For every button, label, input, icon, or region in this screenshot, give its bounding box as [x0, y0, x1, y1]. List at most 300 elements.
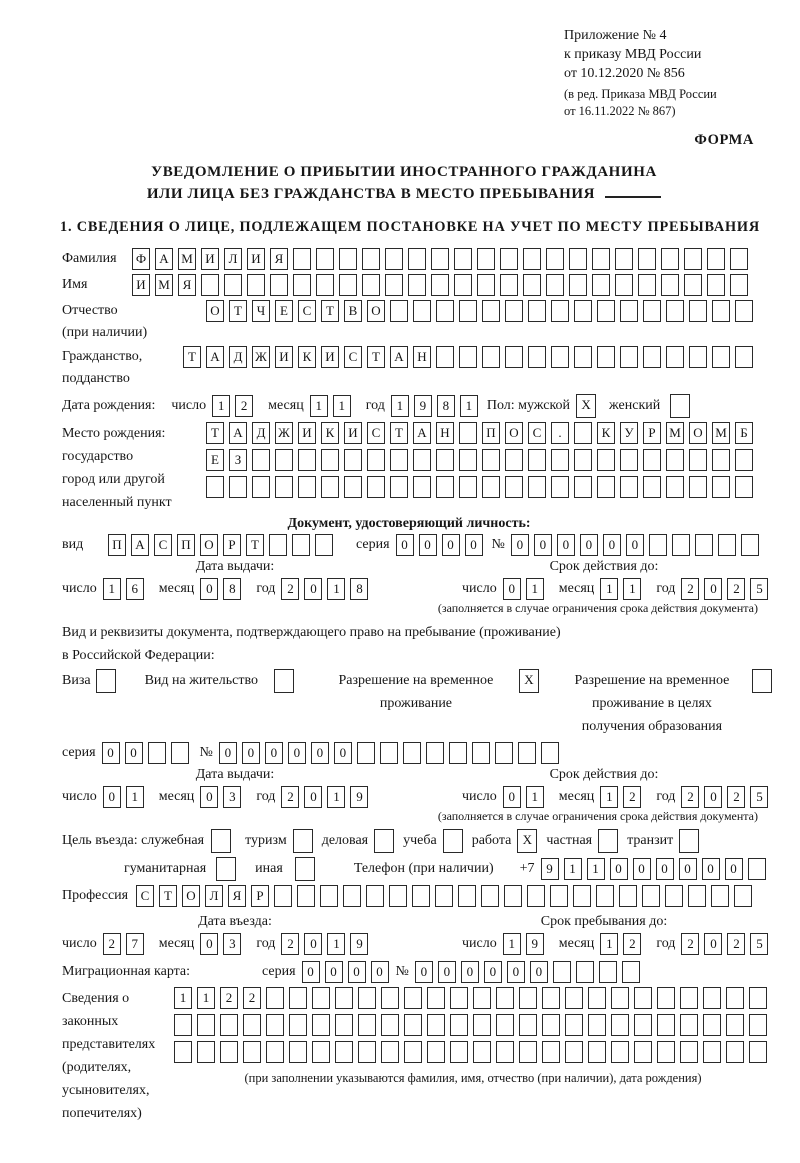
- char-cell: [574, 300, 592, 322]
- temporary-residence-line1: Разрешение на временное: [338, 673, 494, 688]
- char-cell: [666, 476, 684, 498]
- year-label: год: [256, 936, 276, 951]
- char-cell: [643, 346, 661, 368]
- char-cell: [496, 1014, 514, 1036]
- checkbox-cell: [274, 669, 294, 693]
- char-cell: [404, 987, 422, 1009]
- char-cell: [523, 274, 541, 296]
- char-cell: 3: [223, 786, 241, 808]
- char-cell: 1: [310, 395, 328, 417]
- residence-doc-heading-line1: Вид и реквизиты документа, подтверждающего право на пребывание (проживание): [62, 625, 561, 640]
- representatives-row2-cells: [174, 1014, 772, 1036]
- char-cell: О: [505, 422, 523, 444]
- char-cell: [436, 346, 454, 368]
- char-cell: [449, 742, 467, 764]
- identity-issue-row: [62, 578, 408, 600]
- char-cell: [266, 987, 284, 1009]
- char-cell: [289, 987, 307, 1009]
- identity-valid-year-cells: [681, 578, 773, 600]
- migration-card-row: [62, 961, 786, 983]
- char-cell: [680, 1014, 698, 1036]
- char-cell: [638, 248, 656, 270]
- title-blank-underline: [605, 196, 661, 198]
- char-cell: [427, 987, 445, 1009]
- char-cell: Т: [321, 300, 339, 322]
- char-cell: [358, 987, 376, 1009]
- char-cell: [339, 274, 357, 296]
- char-cell: [477, 248, 495, 270]
- char-cell: 2: [681, 933, 699, 955]
- char-cell: [684, 274, 702, 296]
- char-cell: [749, 987, 767, 1009]
- amendment-line-2: от 16.11.2022 № 867): [564, 104, 676, 118]
- year-label: год: [256, 789, 276, 804]
- char-cell: [473, 987, 491, 1009]
- char-cell: У: [620, 422, 638, 444]
- char-cell: С: [367, 422, 385, 444]
- char-cell: [362, 248, 380, 270]
- char-cell: [657, 987, 675, 1009]
- char-cell: 1: [327, 933, 345, 955]
- option-temporary-residence-label: [325, 669, 507, 715]
- char-cell: 1: [600, 933, 618, 955]
- char-cell: [496, 1041, 514, 1063]
- char-cell: [357, 742, 375, 764]
- char-cell: [642, 885, 660, 907]
- char-cell: 0: [503, 786, 521, 808]
- char-cell: [270, 274, 288, 296]
- day-label: число: [171, 398, 207, 413]
- citizenship-cells: [183, 346, 758, 368]
- char-cell: К: [298, 346, 316, 368]
- char-cell: О: [182, 885, 200, 907]
- option-education-residence: [564, 669, 777, 738]
- residence-doc-dates: [62, 766, 786, 808]
- char-cell: [643, 476, 661, 498]
- char-cell: [707, 274, 725, 296]
- char-cell: [726, 987, 744, 1009]
- education-residence-checkbox: [752, 669, 777, 693]
- char-cell: 2: [103, 933, 121, 955]
- char-cell: [339, 248, 357, 270]
- char-cell: 0: [304, 786, 322, 808]
- char-cell: 8: [223, 578, 241, 600]
- char-cell: [459, 346, 477, 368]
- char-cell: [749, 1041, 767, 1063]
- residence-issue-heading: Дата выдачи:: [195, 767, 275, 782]
- char-cell: 1: [327, 786, 345, 808]
- char-cell: [615, 274, 633, 296]
- residence-valid-col: [424, 766, 784, 808]
- birthplace-row2-cells: [206, 449, 758, 471]
- char-cell: С: [298, 300, 316, 322]
- option-visa: [62, 669, 121, 693]
- char-cell: 0: [288, 742, 306, 764]
- surname-label: Фамилия: [62, 251, 117, 266]
- stay-until-col: [424, 913, 784, 955]
- appendix-header: [564, 26, 786, 120]
- char-cell: [574, 449, 592, 471]
- series-label: серия: [262, 964, 296, 979]
- char-cell: [735, 300, 753, 322]
- char-cell: 0: [302, 961, 320, 983]
- char-cell: [335, 987, 353, 1009]
- char-cell: [597, 449, 615, 471]
- char-cell: [620, 300, 638, 322]
- char-cell: [320, 885, 338, 907]
- char-cell: [519, 987, 537, 1009]
- char-cell: 0: [219, 742, 237, 764]
- purpose-business: [322, 829, 394, 853]
- series-label: серия: [356, 537, 390, 552]
- char-cell: [454, 274, 472, 296]
- char-cell: 0: [419, 534, 437, 556]
- char-cell: 0: [200, 578, 218, 600]
- char-cell: Ж: [252, 346, 270, 368]
- char-cell: [615, 248, 633, 270]
- char-cell: [450, 1014, 468, 1036]
- char-cell: [620, 476, 638, 498]
- char-cell: [292, 534, 310, 556]
- char-cell: 1: [460, 395, 478, 417]
- char-cell: [735, 476, 753, 498]
- char-cell: Ж: [275, 422, 293, 444]
- char-cell: [201, 274, 219, 296]
- form-title-line1: УВЕДОМЛЕНИЕ О ПРИБЫТИИ ИНОСТРАННОГО ГРАЖДАНИНА: [151, 164, 657, 180]
- char-cell: [666, 346, 684, 368]
- firstname-label: Имя: [62, 277, 88, 292]
- char-cell: [588, 987, 606, 1009]
- char-cell: [528, 476, 546, 498]
- form-title-line2-wrap: [22, 183, 786, 205]
- char-cell: [551, 346, 569, 368]
- citizenship-label-line1: Гражданство,: [62, 349, 143, 364]
- char-cell: 2: [235, 395, 253, 417]
- char-cell: Т: [390, 422, 408, 444]
- entry-day-cells: [103, 933, 149, 955]
- char-cell: [243, 1014, 261, 1036]
- char-cell: З: [229, 449, 247, 471]
- profession-cells: [136, 885, 757, 907]
- char-cell: К: [597, 422, 615, 444]
- char-cell: [358, 1041, 376, 1063]
- char-cell: [367, 449, 385, 471]
- char-cell: [569, 248, 587, 270]
- char-cell: [597, 346, 615, 368]
- char-cell: Т: [367, 346, 385, 368]
- residence-validity-note: (заполняется в случае ограничения срока действия документа): [437, 809, 758, 823]
- char-cell: [634, 1014, 652, 1036]
- char-cell: 1: [103, 578, 121, 600]
- char-cell: [298, 476, 316, 498]
- profession-row: [62, 885, 786, 907]
- char-cell: 9: [350, 933, 368, 955]
- char-cell: С: [344, 346, 362, 368]
- char-cell: [458, 885, 476, 907]
- char-cell: Т: [206, 422, 224, 444]
- char-cell: Л: [224, 248, 242, 270]
- char-cell: А: [229, 422, 247, 444]
- birth-day-cells: [212, 395, 258, 417]
- char-cell: А: [155, 248, 173, 270]
- char-cell: 0: [334, 742, 352, 764]
- char-cell: [638, 274, 656, 296]
- char-cell: 8: [437, 395, 455, 417]
- char-cell: 3: [223, 933, 241, 955]
- char-cell: [473, 1041, 491, 1063]
- char-cell: [703, 1041, 721, 1063]
- char-cell: [622, 961, 640, 983]
- day-label: число: [462, 581, 497, 596]
- birth-month-cells: [310, 395, 356, 417]
- char-cell: [596, 885, 614, 907]
- char-cell: [206, 476, 224, 498]
- residence-valid-heading: Срок действия до:: [549, 767, 659, 782]
- char-cell: [643, 449, 661, 471]
- education-residence-line2: проживание в целях: [592, 696, 712, 711]
- year-label: год: [656, 936, 676, 951]
- appendix-line-1: Приложение № 4: [564, 28, 667, 43]
- char-cell: [293, 248, 311, 270]
- day-label: число: [462, 789, 497, 804]
- char-cell: 1: [526, 786, 544, 808]
- char-cell: [565, 1014, 583, 1036]
- temporary-residence-line2: проживание: [379, 696, 453, 711]
- stay-until-row: [424, 933, 784, 955]
- char-cell: Т: [246, 534, 264, 556]
- char-cell: 0: [610, 858, 628, 880]
- char-cell: М: [155, 274, 173, 296]
- char-cell: [505, 476, 523, 498]
- char-cell: [450, 1041, 468, 1063]
- char-cell: [289, 1041, 307, 1063]
- purpose-label: Цель въезда: служебная: [62, 833, 205, 848]
- year-label: год: [365, 398, 385, 413]
- checkbox-cell: [293, 829, 313, 853]
- char-cell: [404, 1014, 422, 1036]
- checkbox-cell: [679, 829, 699, 853]
- char-cell: 1: [587, 858, 605, 880]
- char-cell: [390, 449, 408, 471]
- patronymic-label-line2: (при наличии): [62, 325, 148, 340]
- residence-doc-heading-line2: в Российской Федерации:: [62, 648, 215, 663]
- char-cell: [312, 1041, 330, 1063]
- char-cell: 0: [438, 961, 456, 983]
- char-cell: 1: [623, 578, 641, 600]
- char-cell: [634, 987, 652, 1009]
- char-cell: П: [482, 422, 500, 444]
- char-cell: Н: [413, 346, 431, 368]
- purpose-row-2: [62, 857, 786, 881]
- char-cell: [620, 449, 638, 471]
- char-cell: 0: [200, 933, 218, 955]
- char-cell: [553, 961, 571, 983]
- char-cell: 0: [704, 933, 722, 955]
- char-cell: [718, 534, 736, 556]
- char-cell: [472, 742, 490, 764]
- char-cell: [680, 987, 698, 1009]
- char-cell: [643, 300, 661, 322]
- identity-valid-month-cells: [600, 578, 646, 600]
- char-cell: 0: [603, 534, 621, 556]
- residence-valid-day-cells: [503, 786, 549, 808]
- char-cell: 2: [681, 578, 699, 600]
- purpose-work: [472, 829, 538, 853]
- char-cell: [689, 300, 707, 322]
- checkbox-cell: [216, 857, 236, 881]
- phone-label: Телефон (при наличии): [353, 861, 494, 876]
- checkbox-cell: X: [576, 394, 596, 418]
- char-cell: [344, 476, 362, 498]
- identity-issue-year-cells: [281, 578, 373, 600]
- representatives-label-line1: Сведения о: [62, 991, 130, 1006]
- sex-male-label: Пол: мужской: [486, 398, 571, 413]
- residence-doc-heading: [62, 621, 786, 667]
- char-cell: 1: [503, 933, 521, 955]
- temporary-residence-checkbox: [519, 669, 544, 693]
- birthplace-label-line2: государство: [62, 449, 134, 464]
- char-cell: [505, 449, 523, 471]
- char-cell: Д: [252, 422, 270, 444]
- char-cell: 5: [750, 786, 768, 808]
- char-cell: [703, 987, 721, 1009]
- char-cell: [413, 449, 431, 471]
- char-cell: [362, 274, 380, 296]
- day-label: число: [62, 581, 97, 596]
- char-cell: [680, 1041, 698, 1063]
- char-cell: [413, 476, 431, 498]
- char-cell: [482, 476, 500, 498]
- char-cell: [321, 476, 339, 498]
- char-cell: [588, 1041, 606, 1063]
- char-cell: [551, 449, 569, 471]
- char-cell: [597, 476, 615, 498]
- char-cell: [527, 885, 545, 907]
- char-cell: П: [177, 534, 195, 556]
- patronymic-label-line1: Отчество: [62, 303, 118, 318]
- char-cell: Н: [436, 422, 454, 444]
- representatives-label-line6: попечителях): [62, 1106, 142, 1121]
- migration-number-cells: [415, 961, 645, 983]
- char-cell: [657, 1041, 675, 1063]
- month-label: месяц: [158, 789, 195, 804]
- char-cell: [592, 248, 610, 270]
- char-cell: [412, 885, 430, 907]
- month-label: месяц: [158, 936, 195, 951]
- month-label: месяц: [268, 398, 304, 413]
- char-cell: [712, 476, 730, 498]
- char-cell: [454, 248, 472, 270]
- char-cell: 0: [125, 742, 143, 764]
- visa-checkbox: [96, 669, 121, 693]
- char-cell: И: [132, 274, 150, 296]
- char-cell: [546, 248, 564, 270]
- char-cell: [565, 1041, 583, 1063]
- char-cell: [436, 476, 454, 498]
- char-cell: [735, 346, 753, 368]
- char-cell: [269, 534, 287, 556]
- char-cell: 1: [174, 987, 192, 1009]
- char-cell: [505, 346, 523, 368]
- char-cell: [431, 248, 449, 270]
- char-cell: 2: [243, 987, 261, 1009]
- char-cell: [481, 885, 499, 907]
- char-cell: [408, 248, 426, 270]
- char-cell: [611, 1014, 629, 1036]
- option-residence-permit: [145, 669, 299, 693]
- char-cell: 0: [461, 961, 479, 983]
- char-cell: [689, 476, 707, 498]
- birthplace-label-line4: населенный пункт: [62, 495, 172, 510]
- char-cell: 0: [704, 578, 722, 600]
- stay-year-cells: [681, 933, 773, 955]
- char-cell: Ч: [252, 300, 270, 322]
- char-cell: [505, 300, 523, 322]
- char-cell: Б: [735, 422, 753, 444]
- identity-valid-col: [424, 558, 784, 600]
- char-cell: 0: [396, 534, 414, 556]
- char-cell: [243, 1041, 261, 1063]
- char-cell: [599, 961, 617, 983]
- char-cell: 9: [350, 786, 368, 808]
- char-cell: [695, 534, 713, 556]
- char-cell: [252, 449, 270, 471]
- char-cell: М: [178, 248, 196, 270]
- char-cell: 6: [126, 578, 144, 600]
- char-cell: 0: [311, 742, 329, 764]
- char-cell: [427, 1041, 445, 1063]
- char-cell: [661, 274, 679, 296]
- char-cell: [649, 534, 667, 556]
- char-cell: [748, 858, 766, 880]
- residence-issue-col: [62, 766, 408, 808]
- stay-until-heading: Срок пребывания до:: [540, 914, 668, 929]
- char-cell: 0: [103, 786, 121, 808]
- char-cell: Я: [270, 248, 288, 270]
- char-cell: 0: [371, 961, 389, 983]
- year-label: год: [256, 581, 276, 596]
- char-cell: [275, 449, 293, 471]
- char-cell: [657, 1014, 675, 1036]
- day-label: число: [62, 789, 97, 804]
- purpose-humanitarian-checkbox: [216, 857, 241, 881]
- char-cell: С: [528, 422, 546, 444]
- stay-day-cells: [503, 933, 549, 955]
- char-cell: 2: [727, 786, 745, 808]
- identity-valid-day-cells: [503, 578, 549, 600]
- representatives-cells-block: [174, 987, 772, 1086]
- char-cell: [684, 248, 702, 270]
- char-cell: И: [201, 248, 219, 270]
- char-cell: [703, 1014, 721, 1036]
- day-label: число: [462, 936, 497, 951]
- char-cell: [666, 449, 684, 471]
- char-cell: [224, 274, 242, 296]
- char-cell: Р: [251, 885, 269, 907]
- char-cell: [174, 1014, 192, 1036]
- char-cell: [518, 742, 536, 764]
- identity-doc-dates: [62, 558, 786, 600]
- identity-valid-heading: Срок действия до:: [549, 559, 659, 574]
- char-cell: [403, 742, 421, 764]
- char-cell: [312, 987, 330, 1009]
- number-label: №: [395, 964, 409, 979]
- char-cell: 0: [415, 961, 433, 983]
- char-cell: Я: [228, 885, 246, 907]
- char-cell: [726, 1041, 744, 1063]
- option-education-residence-label: [564, 669, 740, 738]
- char-cell: [413, 300, 431, 322]
